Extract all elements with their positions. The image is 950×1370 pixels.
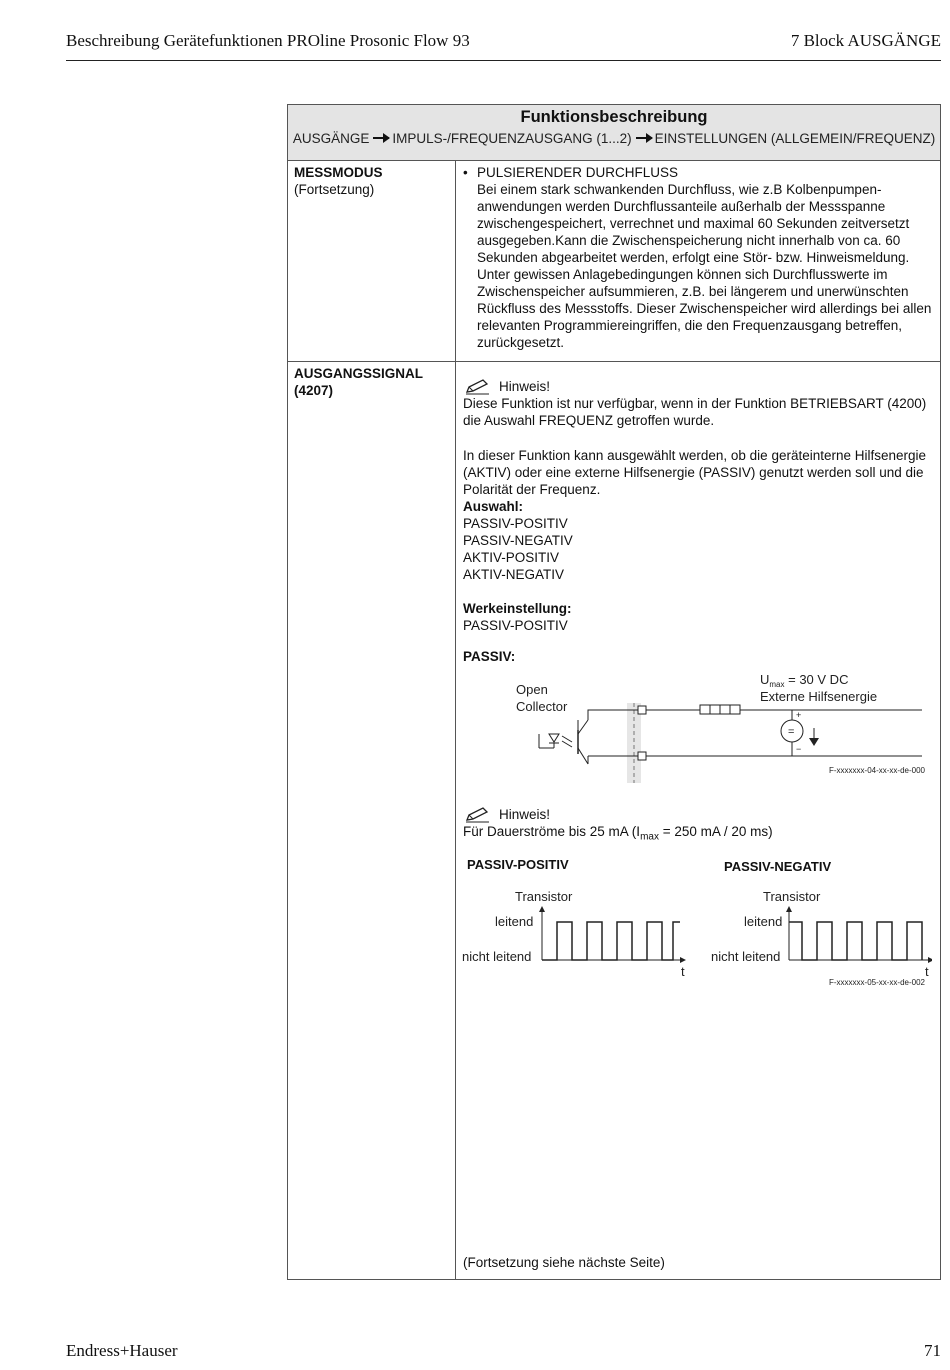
function-table (287, 104, 941, 1280)
description-text: In dieser Funktion kann ausgewählt werden, ob die geräteinterne Hilfsenergie (AKTIV) oder eine externe Hilfsenergie (PASSIV) genutzt werden soll und die Polarität der Frequenz. (463, 448, 927, 497)
bullet-text: Bei einem stark schwankenden Durchfluss, wie z.B Kolbenpumpen-anwendungen werden Durchflussanteile außerhalb der Messspanne zwischengespeichert, verrechnet und maximal 60 Sekunden zeitversetzt ausgegeben.Kann die Zwischenspeicherung nicht innerhalb von ca. 60 Sekunden abgearbeitet werden, erfolgt eine Stör- bzw. Hinweismeldung. Unter gewissen Anlagebedingungen können sich Durchflusswerte im Zwischenspeicher aufsummieren, z.B. bei längerem und unerwünschten Rückfluss des Messstoffs. Dieser Zwischenspeicher wird allerdings bei allen relevanten Programmiereingriffen, die den Frequenzausgang betreffen, zurückgesetzt. (477, 182, 932, 350)
option-item: AKTIV-NEGATIV (463, 567, 565, 582)
led-symbol (549, 734, 559, 742)
pencil-note-icon (465, 807, 491, 823)
hint-text: Für Dauerströme bis 25 mA ($I_{max} = 250$ mA / 20 ms) (463, 824, 773, 844)
row-description (463, 164, 932, 351)
default-block (463, 600, 932, 634)
hint-text: Diese Funktion ist nur verfügbar, wenn in der Funktion BETRIEBSART (4200) die Auswahl FREQUENZ getroffen wurde. (463, 396, 927, 429)
path-level-2: IMPULS-/FREQUENZAUSGANG (1...2) (392, 131, 632, 146)
svg-text:−: − (796, 744, 802, 754)
path-level-3: EINSTELLUNGEN (ALLGEMEIN/FREQUENZ) (654, 131, 936, 146)
hint-block-2 (463, 806, 932, 846)
page-number: 71 (924, 1341, 941, 1360)
leitend-label: leitend (744, 914, 783, 929)
arrow-right-icon (373, 137, 389, 139)
terminal-bottom (638, 752, 646, 760)
terminal-top (638, 706, 646, 714)
function-name: AUSGANGSSIGNAL (294, 366, 424, 381)
waveform-positive (542, 922, 680, 960)
passiv-label: PASSIV: (463, 649, 516, 664)
table-header (288, 105, 940, 161)
open-collector-label: Collector (516, 699, 568, 714)
function-code: (4207) (294, 383, 334, 398)
circuit-diagram (462, 668, 932, 788)
pencil-note-icon (465, 379, 491, 395)
arrow-right-icon (636, 137, 652, 139)
svg-text:=: = (788, 726, 795, 738)
option-item: PASSIV-POSITIV (463, 516, 568, 531)
bullet-icon: • (463, 165, 468, 180)
option-item: PASSIV-NEGATIV (463, 533, 573, 548)
path-level-1: AUSGÄNGE (292, 131, 370, 146)
leitend-label: leitend (495, 914, 534, 929)
hint-title: Hinweis! (499, 807, 551, 822)
continuation-note: (Fortsetzung siehe nächste Seite) (463, 1255, 665, 1270)
time-label: t (925, 964, 929, 979)
passiv-positiv-title: PASSIV-POSITIV (467, 857, 569, 872)
function-sublabel: (Fortsetzung) (294, 182, 375, 197)
option-item: AKTIV-POSITIV (463, 550, 560, 565)
table-title: Funktionsbeschreibung (520, 108, 708, 126)
waveform-negative (789, 922, 922, 960)
table-row-ausgangssignal (288, 362, 940, 1279)
auswahl-block (463, 498, 932, 583)
header-section: 7 Block AUSGÄNGE (790, 31, 941, 50)
svg-text:+: + (796, 710, 802, 720)
hint-block-1 (463, 378, 932, 429)
footer-brand: Endress+Hauser (66, 1341, 178, 1360)
auswahl-label: Auswahl: (463, 499, 524, 514)
hint-title: Hinweis! (499, 379, 551, 394)
transistor-label: Transistor (763, 889, 821, 904)
terminal-strip (627, 703, 641, 783)
function-name: MESSMODUS (294, 165, 383, 180)
bullet-heading: PULSIERENDER DURCHFLUSS (477, 165, 679, 180)
default-value: PASSIV-POSITIV (463, 618, 568, 633)
waveform-diagram (462, 852, 932, 987)
table-row-messmodus (288, 161, 940, 362)
nicht-leitend-label: nicht leitend (462, 949, 532, 964)
figure-id: F-xxxxxxx-04-xx-xx-de-000 (828, 766, 925, 775)
row-label (294, 365, 423, 399)
nicht-leitend-label: nicht leitend (711, 949, 781, 964)
header-rule (66, 60, 941, 61)
extern-label: Externe Hilfsenergie (760, 689, 878, 704)
passiv-negativ-title: PASSIV-NEGATIV (724, 859, 832, 874)
figure-id: F-xxxxxxx-05-xx-xx-de-002 (828, 978, 925, 987)
default-label: Werkeinstellung: (463, 601, 572, 616)
row-label (294, 164, 383, 198)
header-title: Beschreibung Gerätefunktionen PROline Prosonic Flow 93 (66, 31, 470, 50)
transistor-label: Transistor (515, 889, 573, 904)
time-label: t (681, 964, 685, 979)
umax-label: $U_{max} = 30$ V DC (760, 672, 849, 689)
menu-path (288, 131, 940, 146)
open-collector-label: Open (516, 682, 548, 697)
